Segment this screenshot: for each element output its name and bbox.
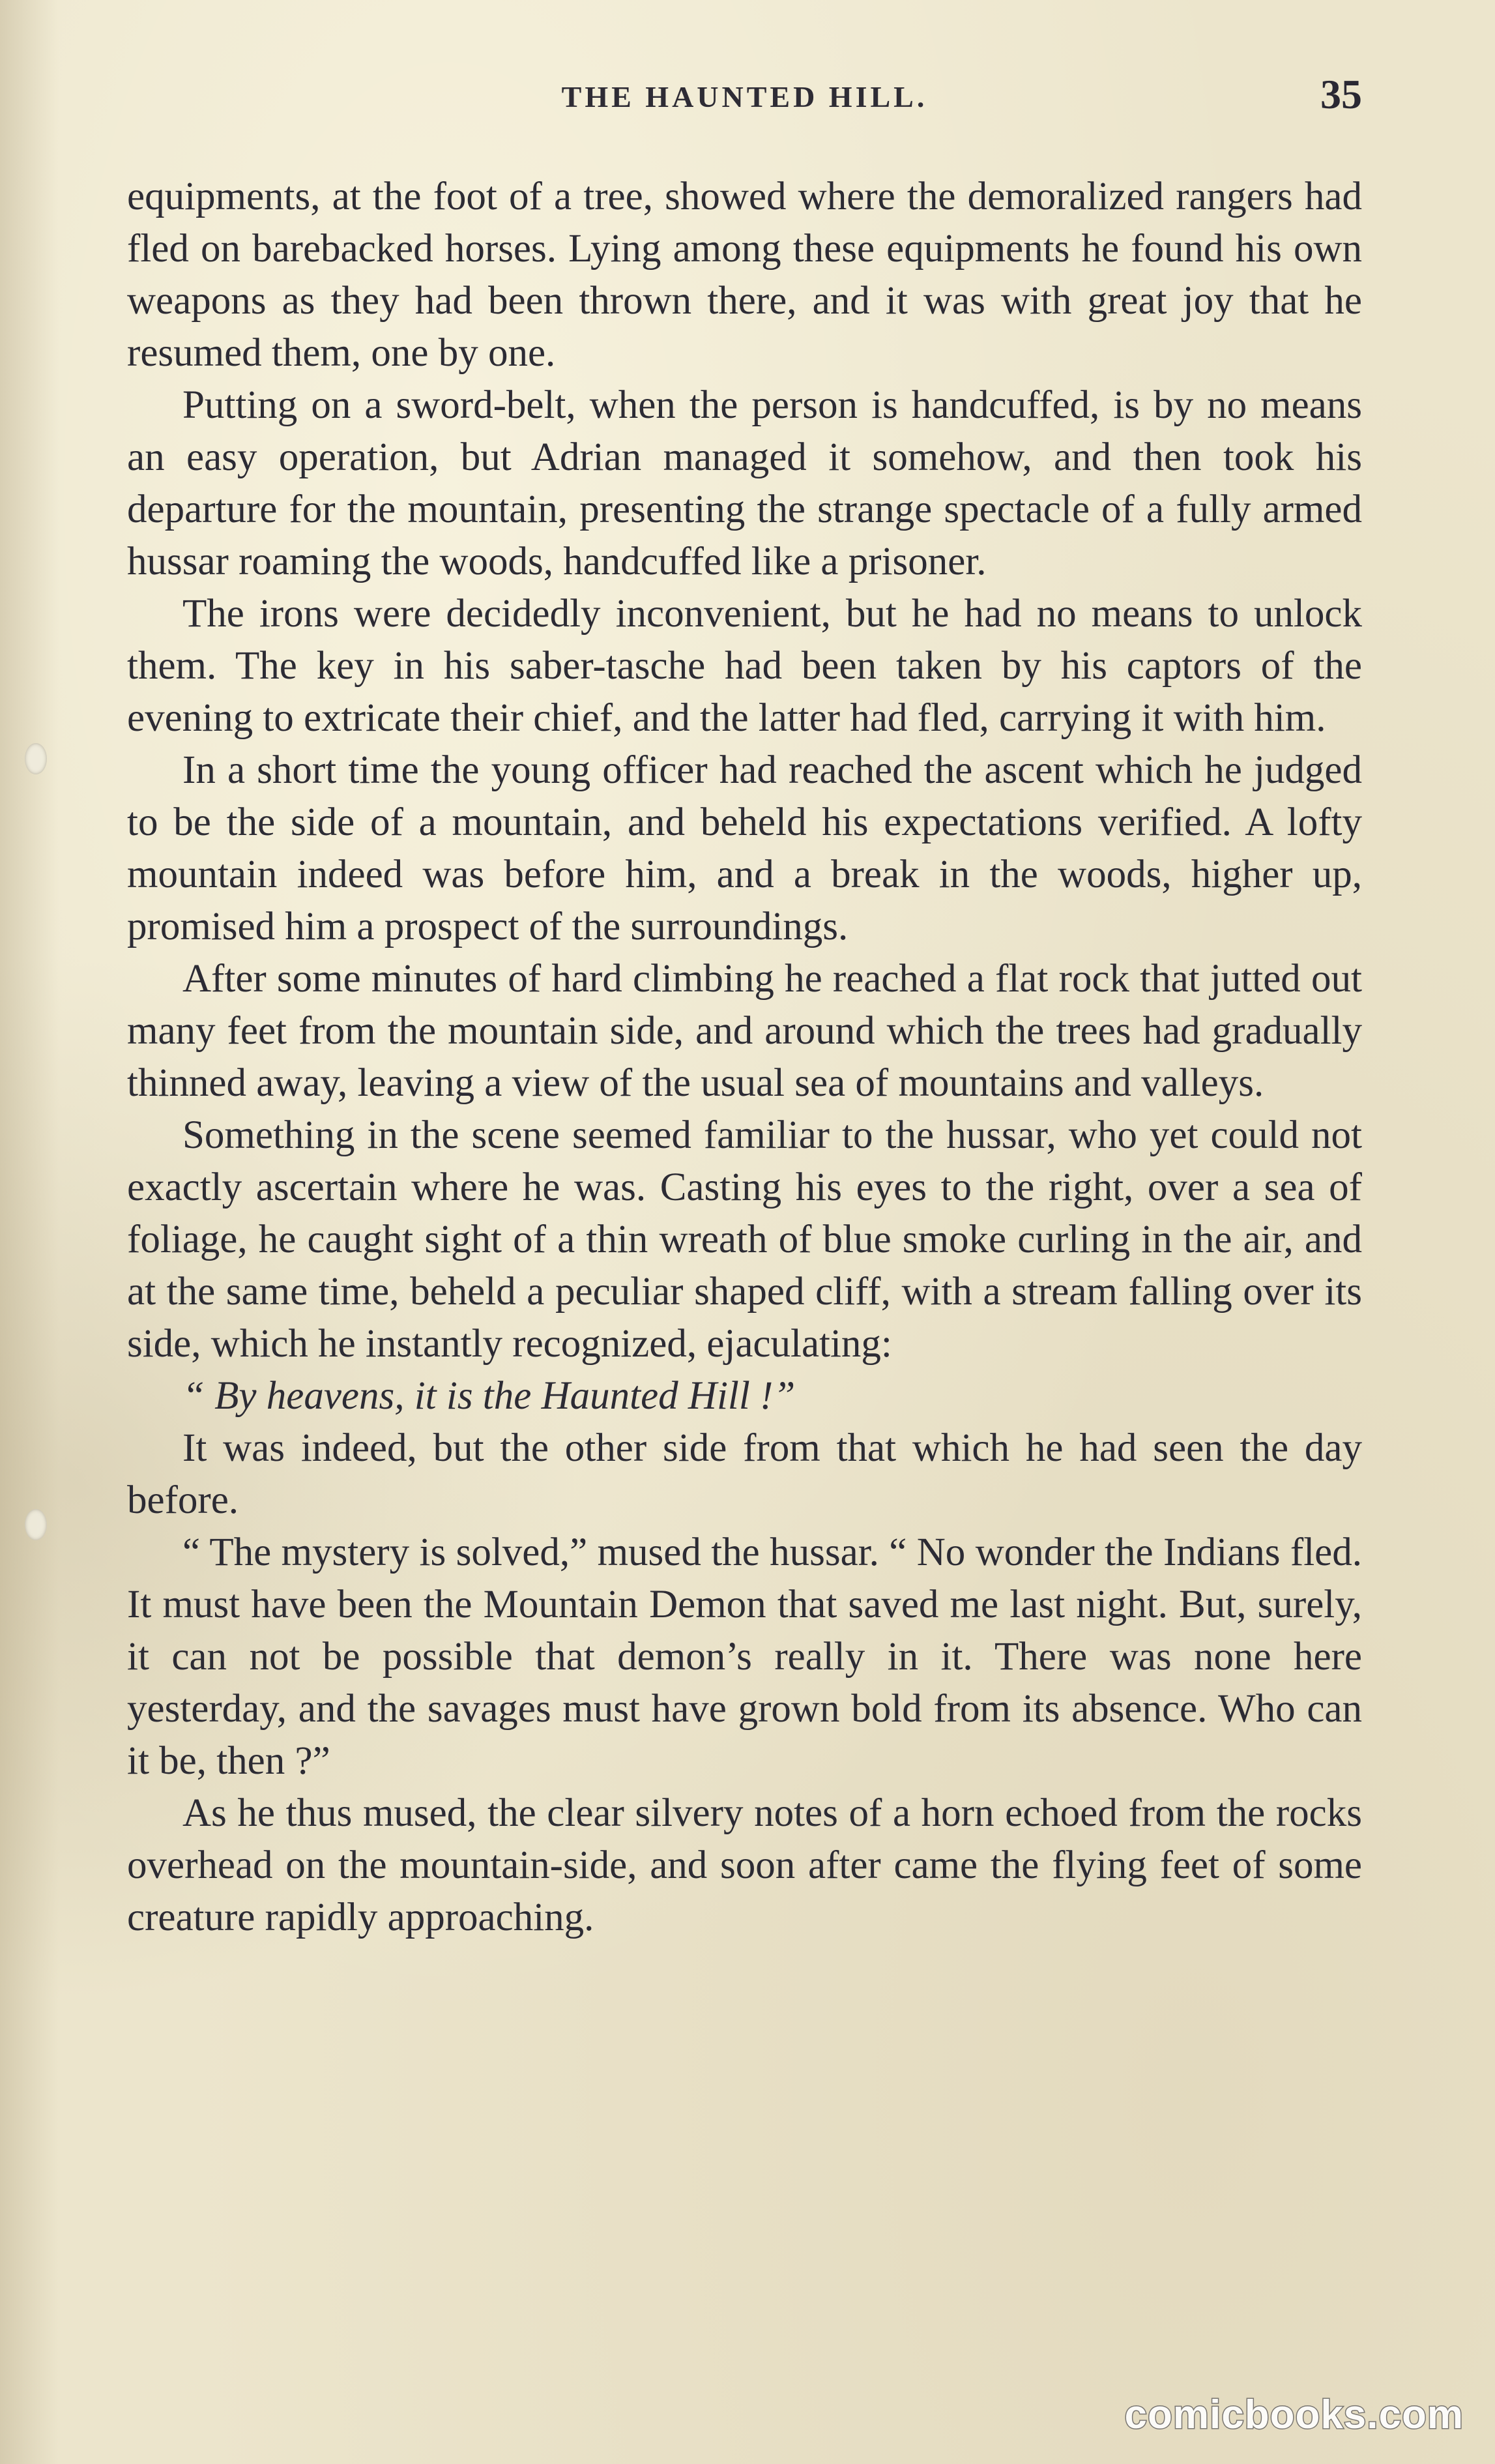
paragraph: Putting on a sword-belt, when the person is handcuffed, is by no means an easy operation, but Adrian managed it somehow, and then took his departure for the mountain, presenting the strange spectacle of a fully armed hussar roaming the woods, handcuffed like a prisoner. bbox=[127, 383, 1362, 583]
page-header bbox=[127, 70, 1362, 123]
body-text bbox=[127, 171, 1362, 1944]
page-edge-shadow bbox=[0, 0, 59, 2464]
site-watermark: comicbooks.com bbox=[1124, 2392, 1464, 2437]
paragraph: In a short time the young officer had reached the ascent which he judged to be the side of a mountain, and beheld his expectations verified. A lofty mountain indeed was before him, and a break in the woods, higher up, promised him a prospect of the surroundings. bbox=[127, 748, 1362, 948]
paragraph: After some minutes of hard climbing he reached a flat rock that jutted out many feet from the mountain side, and around which the trees had gradually thinned away, leaving a view of the usual sea of mountains and valleys. bbox=[127, 957, 1362, 1105]
paragraph: equipments, at the foot of a tree, showed where the demoralized rangers had fled on barebacked horses. Lying among these equipments he found his own weapons as they had been thrown there, and it was with great joy that he resumed them, one by one. bbox=[127, 175, 1362, 375]
paragraph: As he thus mused, the clear silvery notes of a horn echoed from the rocks overhead on the mountain-side, and soon after came the flying feet of some creature rapidly approaching. bbox=[127, 1791, 1362, 1939]
paragraph: It was indeed, but the other side from that which he had seen the day before. bbox=[127, 1426, 1362, 1522]
page-number: 35 bbox=[1320, 71, 1362, 117]
exclamation: “ By heavens, it is the Haunted Hill !” bbox=[182, 1374, 796, 1418]
running-head: THE HAUNTED HILL. bbox=[561, 80, 928, 113]
binding-hole bbox=[25, 1509, 47, 1540]
paragraph: The irons were decidedly inconvenient, but he had no means to unlock them. The key in his saber-tasche had been taken by his captors of the evening to extricate their chief, and the latter had fled, carrying it with him. bbox=[127, 592, 1362, 740]
binding-hole bbox=[25, 743, 47, 774]
paragraph: Something in the scene seemed familiar to the hussar, who yet could not exactly ascertain where he was. Casting his eyes to the right, over a sea of foliage, he caught sight of a thin wreath of blue smoke curling in the air, and at the same time, beheld a peculiar shaped cliff, with a stream falling over its side, which he instantly recognized, ejaculating: bbox=[127, 1113, 1362, 1366]
paragraph: “ The mystery is solved,” mused the hussar. “ No wonder the Indians fled. It must have been the Mountain Demon that saved me last night. But, surely, it can not be possible that demon’s really in it. There was none here yesterday, and the savages must have grown bold from its absence. Who can it be, then ?” bbox=[127, 1531, 1362, 1783]
